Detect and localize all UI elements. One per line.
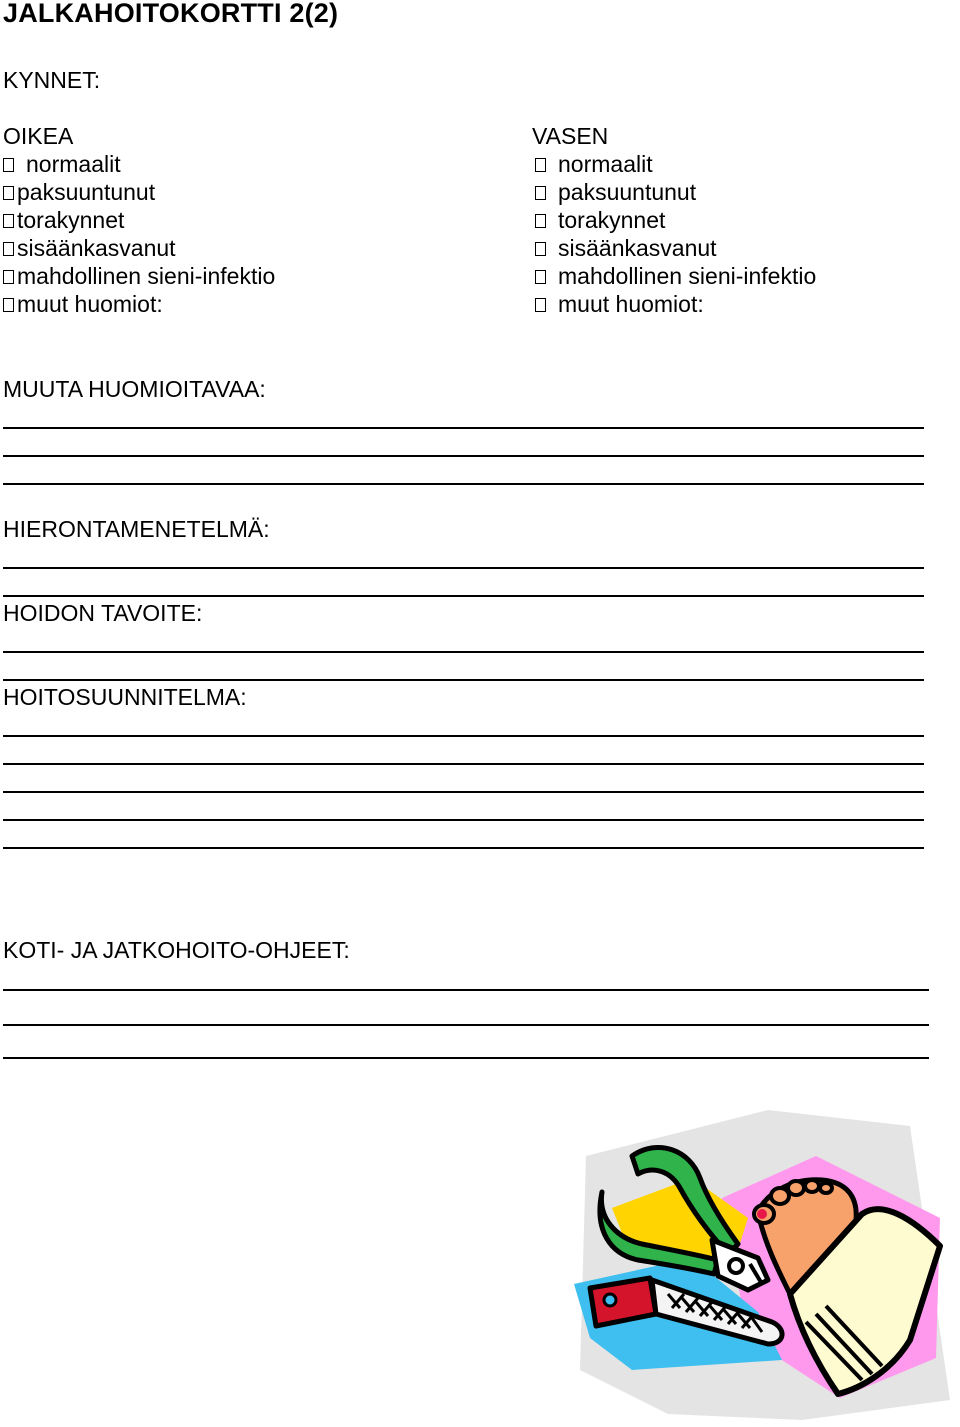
foot-care-clipart-icon <box>572 1108 952 1424</box>
checkbox-icon[interactable] <box>535 158 546 172</box>
other-notes-line[interactable] <box>3 455 924 457</box>
left-checkbox-ingrown[interactable]: sisäänkasvanut <box>535 234 816 262</box>
right-column-checklist <box>3 150 275 318</box>
right-checkbox-torakynnet[interactable]: torakynnet <box>3 206 275 234</box>
other-notes-line[interactable] <box>3 427 924 429</box>
checkbox-icon[interactable] <box>3 298 14 312</box>
care-plan-line[interactable] <box>3 847 924 849</box>
right-column-heading: OIKEA <box>3 123 74 149</box>
left-column-heading: VASEN <box>532 123 609 149</box>
left-checkbox-torakynnet[interactable]: torakynnet <box>535 206 816 234</box>
left-checkbox-thickened[interactable]: paksuuntunut <box>535 178 816 206</box>
right-checkbox-ingrown[interactable]: sisäänkasvanut <box>3 234 275 262</box>
home-instructions-line[interactable] <box>3 1057 929 1059</box>
massage-method-line[interactable] <box>3 595 924 597</box>
checkbox-icon[interactable] <box>3 158 14 172</box>
checkbox-icon[interactable] <box>3 242 14 256</box>
massage-method-line[interactable] <box>3 567 924 569</box>
right-checkbox-normal[interactable]: normaalit <box>3 150 275 178</box>
massage-method-label: HIERONTAMENETELMÄ: <box>3 516 270 542</box>
left-checkbox-other[interactable]: muut huomiot: <box>535 290 816 318</box>
left-checkbox-fungal[interactable]: mahdollinen sieni-infektio <box>535 262 816 290</box>
treatment-goal-line[interactable] <box>3 651 924 653</box>
other-notes-line[interactable] <box>3 483 924 485</box>
checkbox-icon[interactable] <box>535 186 546 200</box>
right-checkbox-other[interactable]: muut huomiot: <box>3 290 275 318</box>
nails-label: KYNNET: <box>3 67 101 93</box>
treatment-goal-line[interactable] <box>3 679 924 681</box>
treatment-goal-label: HOIDON TAVOITE: <box>3 600 203 626</box>
left-checkbox-normal[interactable]: normaalit <box>535 150 816 178</box>
home-instructions-label: KOTI- JA JATKOHOITO-OHJEET: <box>3 937 350 963</box>
checkbox-icon[interactable] <box>535 214 546 228</box>
care-plan-line[interactable] <box>3 735 924 737</box>
checkbox-icon[interactable] <box>3 270 14 284</box>
other-notes-label: MUUTA HUOMIOITAVAA: <box>3 376 266 402</box>
checkbox-icon[interactable] <box>535 242 546 256</box>
checkbox-icon[interactable] <box>3 186 14 200</box>
care-plan-line[interactable] <box>3 791 924 793</box>
care-plan-label: HOITOSUUNNITELMA: <box>3 684 247 710</box>
checkbox-icon[interactable] <box>535 298 546 312</box>
care-plan-line[interactable] <box>3 763 924 765</box>
care-plan-line[interactable] <box>3 819 924 821</box>
right-checkbox-fungal[interactable]: mahdollinen sieni-infektio <box>3 262 275 290</box>
left-column-checklist <box>535 150 816 318</box>
checkbox-icon[interactable] <box>535 270 546 284</box>
home-instructions-line[interactable] <box>3 989 929 991</box>
home-instructions-line[interactable] <box>3 1024 929 1026</box>
page-title: JALKAHOITOKORTTI 2(2) <box>3 0 339 28</box>
checkbox-icon[interactable] <box>3 214 14 228</box>
right-checkbox-thickened[interactable]: paksuuntunut <box>3 178 275 206</box>
